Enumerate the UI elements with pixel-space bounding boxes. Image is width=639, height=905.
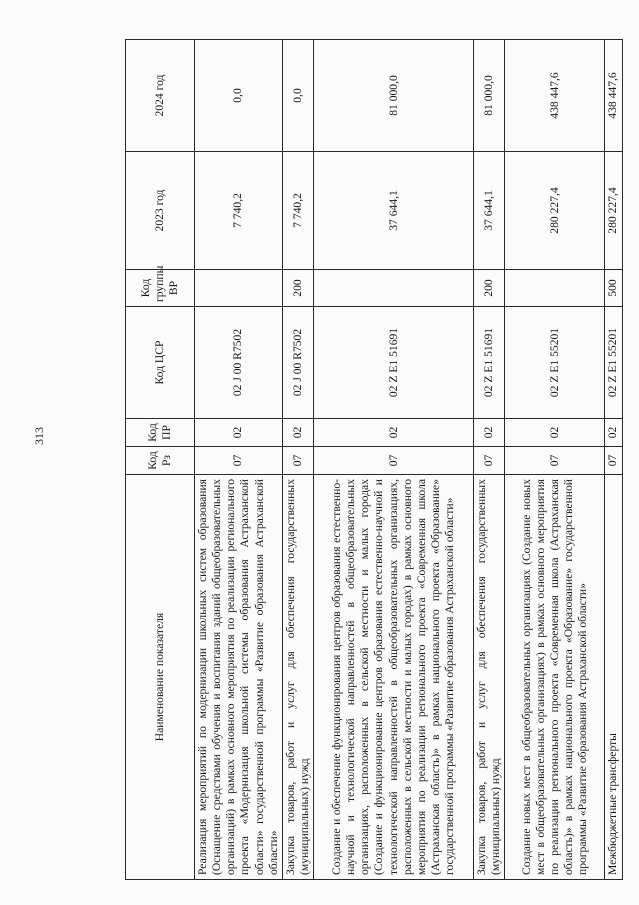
cell-vr [314, 270, 474, 307]
header-vr: Код группы ВР [126, 270, 195, 307]
cell-csr: 02 Z E1 51691 [474, 307, 505, 419]
cell-rz: 07 [505, 447, 605, 475]
budget-table [125, 39, 623, 880]
cell-vr: 200 [282, 270, 313, 307]
cell-rz: 07 [195, 447, 283, 475]
header-csr: Код ЦСР [126, 307, 195, 419]
cell-2023: 37 644,1 [474, 152, 505, 270]
cell-2023: 7 740,2 [195, 152, 283, 270]
cell-2024: 438 447,6 [505, 40, 605, 152]
cell-pr: 02 [474, 419, 505, 447]
cell-name: Закупка товаров, работ и услуг для обеспечения государственных (муниципальных) нужд [474, 475, 505, 880]
cell-name: Создание новых мест в общеобразовательных организациях (Создание новых мест в общеобразовательных организациях) в рамках основного мероприятия по реализации регионального проекта «Современная школа (Астраханская область)» в рамках национального проекта «Образование» государственной программы «Развитие образования Астраханской области» [505, 475, 605, 880]
header-pr: Код ПР [126, 419, 195, 447]
cell-vr: 500 [605, 270, 622, 307]
cell-2023: 280 227,4 [605, 152, 622, 270]
header-rz: Код Рз [126, 447, 195, 475]
cell-2024: 438 447,6 [605, 40, 622, 152]
cell-rz: 07 [282, 447, 313, 475]
header-name: Наименование показателя [126, 475, 195, 880]
table-row [605, 40, 622, 880]
cell-vr [195, 270, 283, 307]
cell-rz: 07 [605, 447, 622, 475]
cell-2023: 37 644,1 [314, 152, 474, 270]
cell-name: Межбюджетные трансферты [605, 475, 622, 880]
page-number: 313 [32, 427, 46, 445]
cell-name: Закупка товаров, работ и услуг для обеспечения государственных (муниципальных) нужд [282, 475, 313, 880]
cell-pr: 02 [314, 419, 474, 447]
table-row [474, 40, 505, 880]
cell-2024: 81 000,0 [474, 40, 505, 152]
cell-2024: 0,0 [195, 40, 283, 152]
cell-name: Создание и обеспечение функционирования центров образования естественно-научной и технологической направленностей в общеобразовательных организациях, расположенных в сельской местности и малых городах (Создание и функционирование центров образования естественно-научной и технологической направленностей в общеобразовательных организациях, расположенных в сельской местности и малых городах) в рамках основного мероприятия по реализации регионального проекта «Современная школа (Астраханская область)» в рамках национального проекта «Образование» государственной программы «Развитие образования Астраханской области» [314, 475, 474, 880]
table-row [195, 40, 283, 880]
cell-rz: 07 [314, 447, 474, 475]
table-row [314, 40, 474, 880]
cell-pr: 02 [195, 419, 283, 447]
cell-csr: 02 Z E1 51691 [314, 307, 474, 419]
table-row [505, 40, 605, 880]
header-2024: 2024 год [126, 40, 195, 152]
cell-csr: 02 J 00 R7502 [282, 307, 313, 419]
table-row [282, 40, 313, 880]
cell-pr: 02 [505, 419, 605, 447]
cell-2023: 7 740,2 [282, 152, 313, 270]
cell-csr: 02 Z E1 55201 [605, 307, 622, 419]
table-header-row [126, 40, 195, 880]
cell-pr: 02 [282, 419, 313, 447]
cell-name: Реализация мероприятий по модернизации школьных систем образования (Оснащение средствами обучения и воспитания зданий общеобразовательных организаций) в рамках основного мероприятия по реализации регионального проекта «Модернизация школьной системы образования Астраханской области» государственной программы «Развитие образования Астраханской области» [195, 475, 283, 880]
cell-vr: 200 [474, 270, 505, 307]
cell-rz: 07 [474, 447, 505, 475]
header-2023: 2023 год [126, 152, 195, 270]
cell-2023: 280 227,4 [505, 152, 605, 270]
cell-csr: 02 J 00 R7502 [195, 307, 283, 419]
cell-2024: 0,0 [282, 40, 313, 152]
cell-vr [505, 270, 605, 307]
rotated-table-wrapper [125, 40, 620, 880]
cell-csr: 02 Z E1 55201 [505, 307, 605, 419]
cell-pr: 02 [605, 419, 622, 447]
cell-2024: 81 000,0 [314, 40, 474, 152]
